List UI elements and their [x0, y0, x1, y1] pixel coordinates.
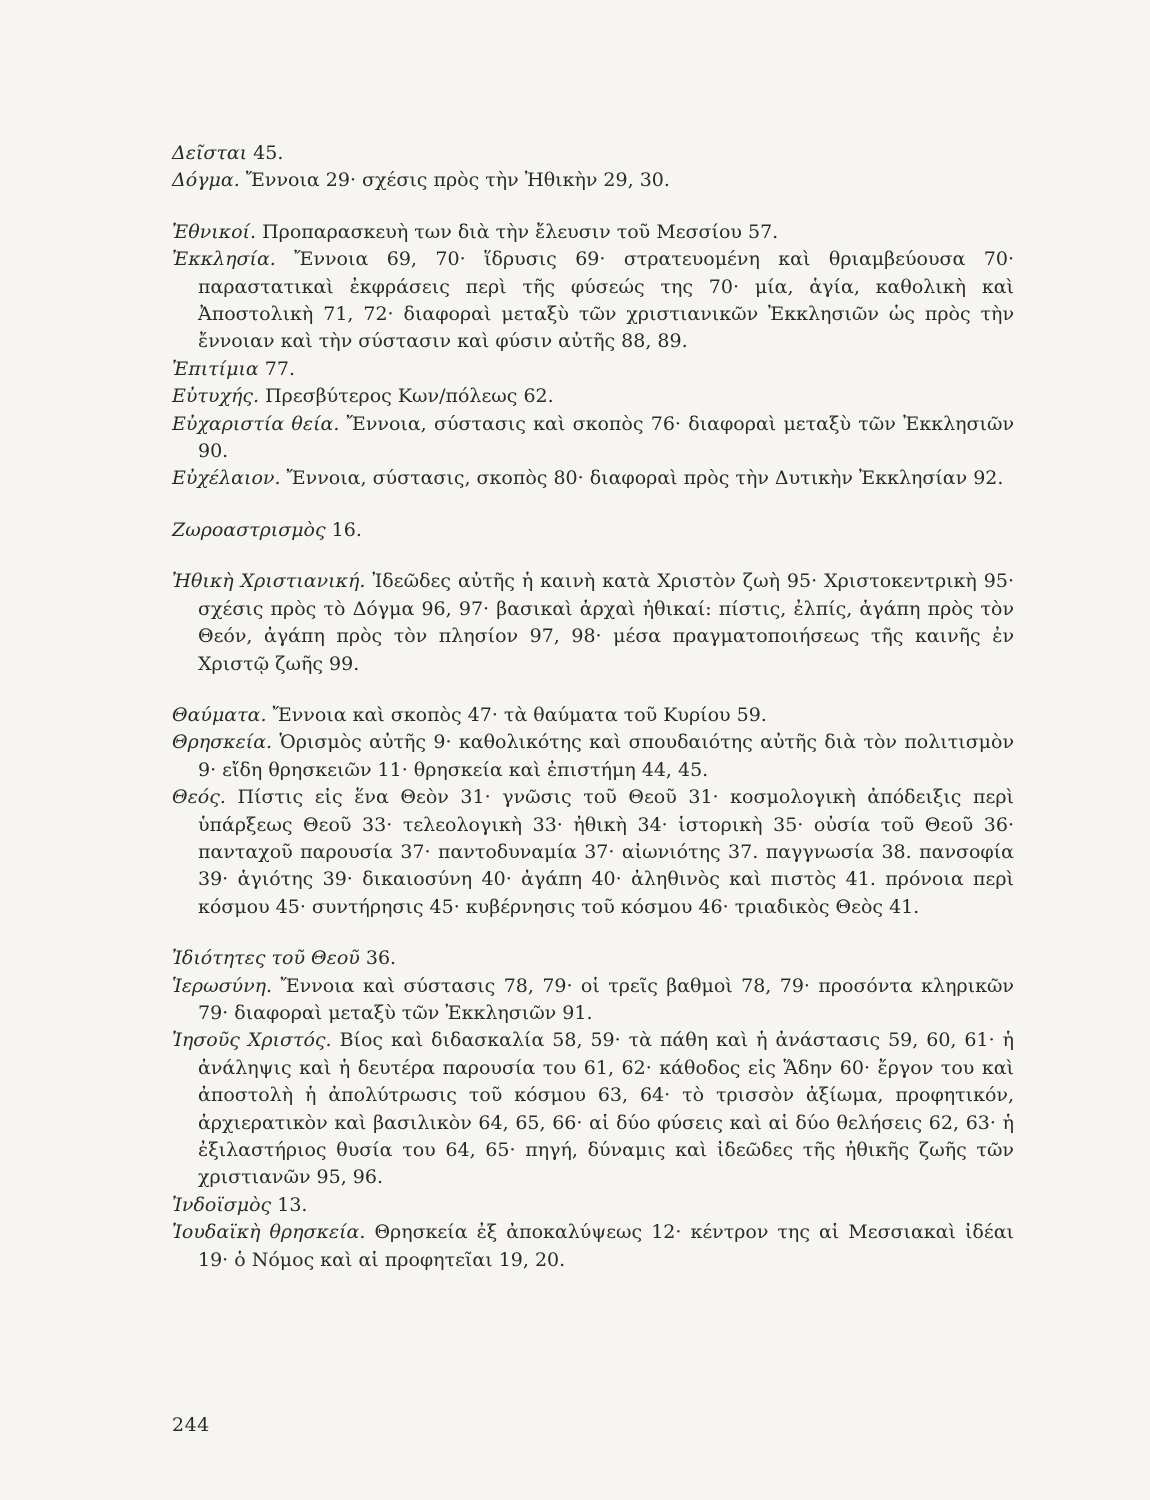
entry-text: Πίστις εἰς ἕνα Θεὸν 31· γνῶσις τοῦ Θεοῦ 31· κοσμολογικὴ ἀπόδειξις περὶ ὑπάρξεως Θεοῦ 33· τελεολογικὴ 33· ἠθικὴ 34· ἱστορικὴ 35· οὐσία τοῦ Θεοῦ 36· πανταχοῦ παρουσία 37· παντοδυναμία 37· αἰωνιότης 37. παγγνωσία 38. πανσοφία 39· ἁγιότης 39· δικαιοσύνη 40· ἀγάπη 40· ἀληθινὸς καὶ πιστὸς 41. πρόνοια περὶ κόσμου 45· συντήρησις 45· κυβέρνησις τοῦ κόσμου 46· τριαδικὸς Θεὸς 41.: [198, 786, 1014, 918]
index-entry: [172, 167, 1014, 194]
entry-term: Θρησκεία.: [172, 731, 273, 754]
entry-term: Ἰδιότητες τοῦ Θεοῦ: [172, 947, 360, 970]
index-entry: [172, 411, 1014, 466]
entry-term: Δόγμα.: [172, 169, 240, 192]
index-entry: [172, 1027, 1014, 1191]
index-entry: [172, 465, 1014, 492]
entry-text: Θρησκεία ἐξ ἀποκαλύψεως 12· κέντρον της αἱ Μεσσιακαὶ ἰδέαι 19· ὁ Νόμος καὶ αἱ προφητεῖαι 19, 20.: [198, 1221, 1014, 1271]
entry-text: Ἰδεῶδες αὐτῆς ἡ καινὴ κατὰ Χριστὸν ζωὴ 95· Χριστοκεντρικὴ 95· σχέσις πρὸς τὸ Δόγμα 96, 97· βασικαὶ ἀρχαὶ ἠθικαί: πίστις, ἐλπίς, ἀγάπη πρὸς τὸν Θεόν, ἀγάπη πρὸς τὸν πλησίον 97, 98· μέσα πραγματοποιήσεως τῆς καινῆς ἐν Χριστῷ ζωῆς 99.: [198, 570, 1014, 675]
entry-term: Δεῖσται: [172, 142, 248, 164]
entry-text: Ἔννοια καὶ σύστασις 78, 79· οἱ τρεῖς βαθμοὶ 78, 79· προσόντα κληρικῶν 79· διαφοραὶ μεταξὺ τῶν Ἐκκλησιῶν 91.: [198, 974, 1014, 1024]
index-entry: [172, 517, 1014, 544]
index-entries: [172, 140, 1014, 1274]
entry-text: Ἔννοια καὶ σκοπὸς 47· τὰ θαύματα τοῦ Κυρίου 59.: [266, 703, 767, 726]
entry-text: Πρεσβύτερος Κων/πόλεως 62.: [259, 385, 554, 408]
index-entry: [172, 1219, 1014, 1274]
entry-term: Ἐπιτίμια: [172, 357, 259, 380]
index-entry: [172, 140, 1014, 167]
index-entry: [172, 1192, 1014, 1219]
entry-text: Ἔννοια 29· σχέσις πρὸς τὴν Ἠθικὴν 29, 30.: [239, 169, 670, 192]
index-entry: [172, 356, 1014, 383]
index-entry: [172, 702, 1014, 729]
entry-term: Ζωροαστρισμὸς: [172, 518, 326, 541]
index-entry: [172, 945, 1014, 972]
entry-term: Εὐχαριστία θεία.: [172, 412, 340, 435]
entry-text: Προπαρασκευὴ των διὰ τὴν ἔλευσιν τοῦ Μεσσίου 57.: [256, 220, 779, 243]
index-entry: [172, 729, 1014, 784]
page-number: 244: [172, 1414, 210, 1436]
entry-term: Ἐκκλησία.: [172, 248, 276, 271]
entry-text: 13.: [271, 1193, 308, 1216]
entry-term: Ἱερωσύνη.: [172, 974, 273, 997]
entry-text: 16.: [325, 518, 362, 541]
entry-text: Ἔννοια, σύστασις, σκοπὸς 80· διαφοραὶ πρὸς τὴν Δυτικὴν Ἐκκλησίαν 92.: [280, 467, 1004, 490]
index-entry: [172, 219, 1014, 246]
entry-term: Ἰνδοϊσμὸς: [172, 1193, 272, 1216]
entry-text: Βίος καὶ διδασκαλία 58, 59· τὰ πάθη καὶ ἡ ἀνάστασις 59, 60, 61· ἡ ἀνάληψις καὶ ἡ δευτέρα παρουσία του 61, 62· κάθοδος εἰς Ἅδην 60· ἔργον του καὶ ἀποστολὴ ἡ ἀπολύτρωσις τοῦ κόσμου 63, 64· τὸ τρισσὸν ἀξίωμα, προφητικόν, ἀρχιερατικὸν καὶ βασιλικὸν 64, 65, 66· αἱ δύο φύσεις καὶ αἱ δύο θελήσεις 62, 63· ἡ ἐξιλαστήριος θυσία του 64, 65· πηγή, δύναμις καὶ ἰδεῶδες τῆς ἠθικῆς ζωῆς τῶν χριστιανῶν 95, 96.: [198, 1029, 1014, 1189]
index-entry: [172, 568, 1014, 678]
entry-term: Εὐχέλαιον.: [172, 467, 281, 490]
index-entry: [172, 973, 1014, 1028]
entry-term: Ἐθνικοί.: [172, 220, 257, 243]
entry-text: Ἔννοια 69, 70· ἵδρυσις 69· στρατευομένη καὶ θριαμβεύουσα 70· παραστατικαὶ ἐκφράσεις περὶ τῆς φύσεώς της 70· μία, ἁγία, καθολικὴ καὶ Ἀποστολικὴ 71, 72· διαφοραὶ μεταξὺ τῶν χριστιανικῶν Ἐκκλησιῶν ὡς πρὸς τὴν ἔννοιαν καὶ τὴν σύστασιν καὶ φύσιν αὐτῆς 88, 89.: [198, 248, 1014, 353]
entry-term: Εὐτυχής.: [172, 385, 260, 408]
entry-text: Ἔννοια, σύστασις καὶ σκοπὸς 76· διαφοραὶ μεταξὺ τῶν Ἐκκλησιῶν 90.: [198, 412, 1014, 463]
index-entry: [172, 383, 1014, 410]
entry-term: Ἰουδαϊκὴ θρησκεία.: [172, 1221, 366, 1244]
entry-term: Θαύματα.: [172, 703, 267, 726]
index-entry: [172, 784, 1014, 921]
entry-text: Ὁρισμὸς αὐτῆς 9· καθολικότης καὶ σπουδαιότης αὐτῆς διὰ τὸν πολιτισμὸν 9· εἴδη θρησκειῶν 11· θρησκεία καὶ ἐπιστήμη 44, 45.: [198, 731, 1014, 781]
entry-text: 77.: [258, 357, 295, 380]
entry-term: Θεός.: [172, 786, 226, 809]
index-entry: [172, 246, 1014, 356]
entry-term: Ἰησοῦς Χριστός.: [172, 1029, 332, 1052]
entry-text: 45.: [247, 142, 284, 164]
entry-text: 36.: [359, 947, 397, 970]
entry-term: Ἠθικὴ Χριστιανική.: [172, 570, 366, 593]
